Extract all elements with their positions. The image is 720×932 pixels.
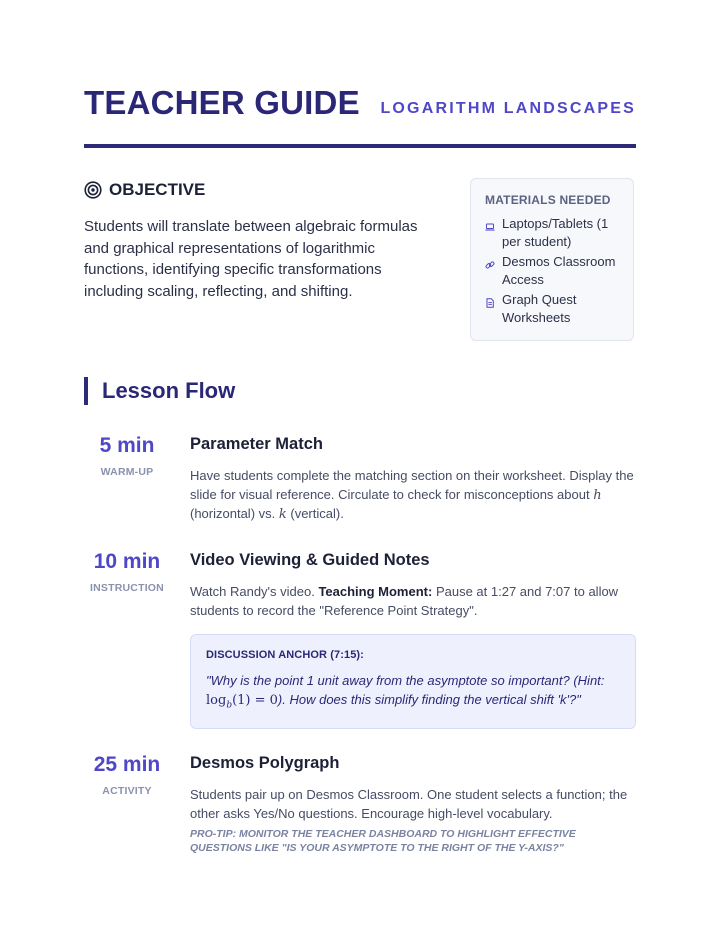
step-time — [84, 752, 170, 797]
step-title: Parameter Match — [190, 435, 323, 453]
step-content — [190, 752, 636, 855]
math-subscript: b — [226, 700, 233, 711]
objective-heading — [84, 178, 434, 202]
step-duration: 5 min — [99, 434, 155, 457]
discussion-anchor-quote — [206, 671, 621, 716]
step-content — [190, 549, 636, 729]
document-icon — [485, 291, 495, 313]
step-phase: INSTRUCTION — [90, 582, 164, 594]
math-variable-h: h — [593, 487, 602, 503]
math-variable-k: k — [278, 507, 287, 522]
step-description: Students pair up on Desmos Classroom. One student selects a function; the other asks Yes/No questions. Encourage high-level vocabulary. — [190, 787, 628, 821]
step-time — [84, 433, 170, 478]
step-description-text: Watch Randy's video. — [190, 584, 319, 599]
header — [84, 84, 636, 148]
objective-heading-label: OBJECTIVE — [109, 180, 206, 199]
step-description-text: Pause at 1:27 and 7:07 to allow students to record the "Reference Point Strategy". — [190, 584, 619, 618]
objective-text: Students will translate between algebraic formulas and graphical representations of logarithmic functions, identifying specific transformations including scaling, reflecting, and shifting. — [84, 218, 418, 300]
discussion-anchor-label: DISCUSSION ANCHOR (7:15): — [206, 649, 364, 661]
step-phase: ACTIVITY — [102, 785, 152, 797]
step-description — [190, 467, 636, 525]
materials-item — [485, 215, 621, 250]
materials-item — [485, 291, 621, 326]
anchor-quote-text: "Why is the point 1 unit away from the asymptote so important? (Hint: — [206, 673, 605, 688]
objective-row — [84, 148, 636, 368]
materials-title: MATERIALS NEEDED — [485, 193, 611, 207]
step-description — [190, 583, 636, 620]
step-phase: WARM-UP — [100, 466, 154, 478]
pro-tip: PRO-TIP: MONITOR THE TEACHER DASHBOARD TO HIGHLIGHT EFFECTIVE QUESTIONS LIKE "IS YOUR ASYMPTOTE TO THE RIGHT OF THE Y-AXIS?" — [190, 828, 576, 854]
materials-item-label: Graph Quest Worksheets — [502, 292, 577, 325]
materials-item-label: Desmos Classroom Access — [502, 254, 616, 287]
objective-section — [84, 178, 434, 302]
anchor-quote-text: ). How does this simplify finding the vertical shift 'k'?" — [277, 692, 581, 707]
materials-card — [470, 178, 634, 341]
math-log: log — [206, 693, 227, 708]
teacher-guide-page — [84, 84, 636, 854]
materials-item — [485, 253, 621, 288]
step-description-text: (vertical). — [286, 506, 344, 521]
step-duration: 10 min — [93, 550, 161, 573]
laptop-icon — [485, 215, 495, 237]
math-rest: (1) = 0 — [232, 693, 278, 708]
target-icon — [84, 181, 102, 199]
materials-item-label: Laptops/Tablets (1 per student) — [502, 216, 609, 249]
teaching-moment-label: Teaching Moment: — [318, 584, 433, 599]
step-title: Desmos Polygraph — [190, 754, 340, 772]
step-content — [190, 433, 636, 525]
step-title: Video Viewing & Guided Notes — [190, 551, 430, 569]
page-subtitle: LOGARITHM LANDSCAPES — [380, 100, 636, 117]
step-description-text: Have students complete the matching section on their worksheet. Display the slide for visual reference. Circulate to check for misconceptions about — [190, 468, 634, 502]
step-description-text: (horizontal) vs. — [190, 506, 279, 521]
lesson-flow-heading: Lesson Flow — [84, 377, 235, 405]
page-title: TEACHER GUIDE — [84, 84, 360, 121]
step-duration: 25 min — [93, 753, 161, 776]
math-expression — [206, 693, 278, 711]
discussion-anchor-box — [190, 634, 636, 729]
step-time — [84, 549, 170, 594]
link-icon — [485, 253, 495, 275]
